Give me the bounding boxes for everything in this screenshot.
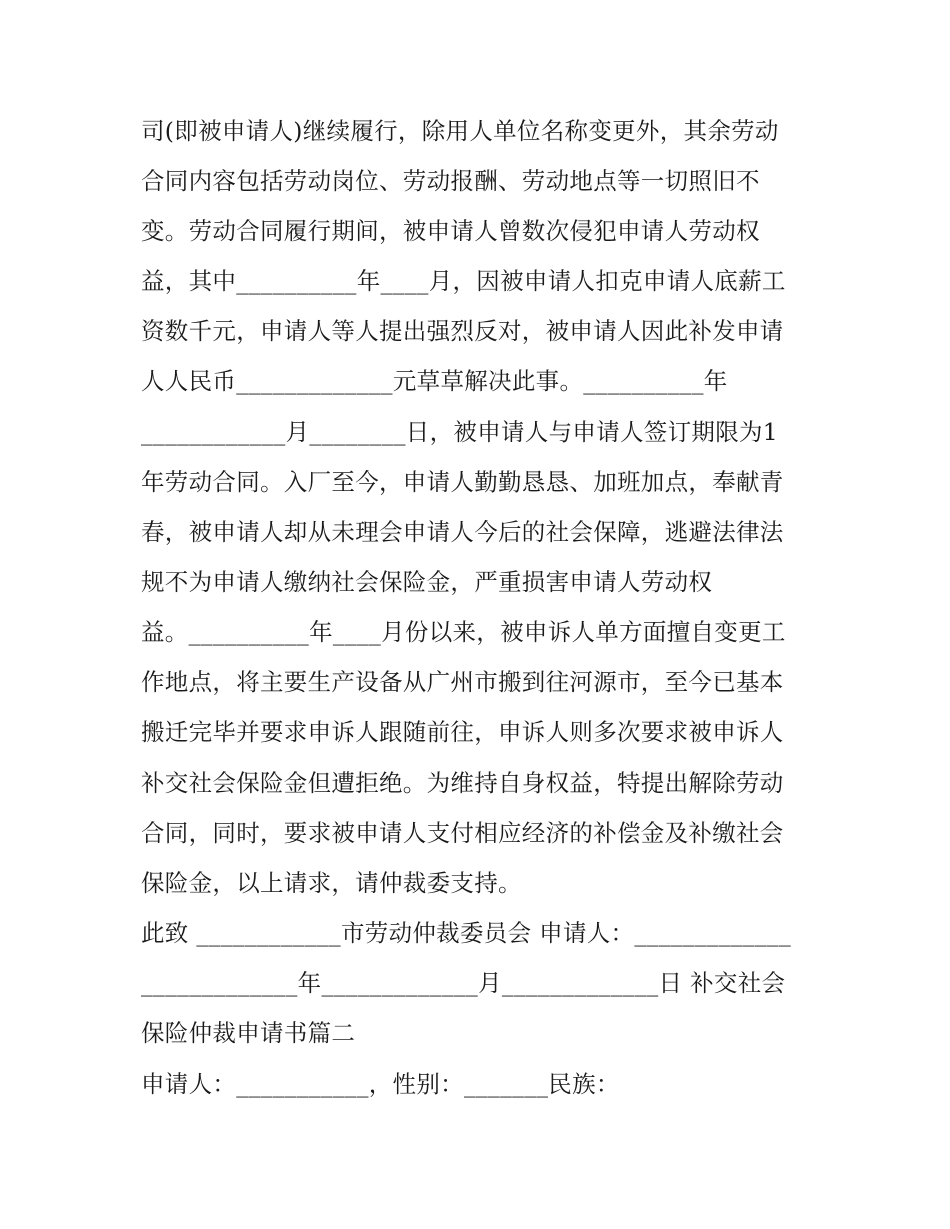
- text-line: 申请人：___________，性别：_______民族：: [141, 1070, 620, 1098]
- text-line: 人人民币_____________元草草解决此事。__________年: [141, 367, 728, 395]
- text-line: 搬迁完毕并要求申诉人跟随前往，申诉人则多次要求被申诉人: [141, 718, 784, 746]
- text-line: 春，被申请人却从未理会申请人今后的社会保障，逃避法律法: [141, 518, 784, 546]
- text-line: 补交社会保险金但遭拒绝。为维持自身权益，特提出解除劳动: [141, 769, 784, 797]
- text-line: 规不为申请人缴纳社会保险金，严重损害申请人劳动权: [141, 568, 713, 596]
- text-line: 资数千元，申请人等人提出强烈反对，被申请人因此补发申请: [141, 317, 784, 345]
- text-line: 保险金，以上请求，请仲裁委支持。: [141, 869, 522, 897]
- text-line: 作地点，将主要生产设备从广州市搬到往河源市，至今已基本: [141, 668, 784, 696]
- text-line: 年劳动合同。入厂至今，申请人勤勤恳恳、加班加点，奉献青: [141, 468, 784, 496]
- text-line: 合同，同时，要求被申请人支付相应经济的补偿金及补缴社会: [141, 819, 784, 847]
- text-line: ____________月________日，被申请人与申请人签订期限为1: [141, 418, 779, 446]
- text-line: 变。劳动合同履行期间，被申请人曾数次侵犯申请人劳动权: [141, 217, 760, 245]
- text-line: 合同内容包括劳动岗位、劳动报酬、劳动地点等一切照旧不: [141, 167, 760, 195]
- text-line: _____________年_____________月_____________日 补交社会: [141, 969, 786, 997]
- text-line: 益。__________年____月份以来，被申诉人单方面擅自变更工: [141, 618, 786, 646]
- text-line: 司(即被申请人)继续履行，除用人单位名称变更外，其余劳动: [141, 117, 779, 145]
- text-line: 此致 ____________市劳动仲裁委员会 申请人：_____________: [141, 919, 791, 947]
- text-line: 益，其中__________年____月，因被申请人扣克申请人底薪工: [141, 267, 786, 295]
- section-heading: 保险仲裁申请书篇二: [141, 1019, 356, 1047]
